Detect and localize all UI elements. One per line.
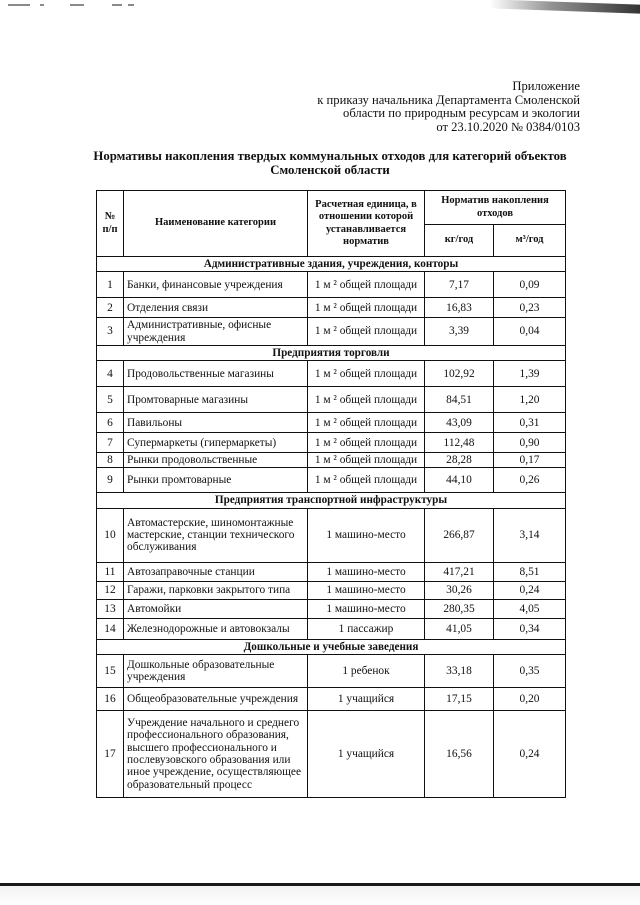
unit-cell: 1 м ² общей площади [308,387,425,413]
section-row [97,345,566,360]
table-row [97,618,566,639]
unit-cell: 1 учащийся [308,711,425,798]
appendix-line: от 23.10.2020 № 0384/0103 [436,119,580,134]
m3-value: 4,05 [494,599,566,618]
table-row [97,453,566,468]
row-number: 8 [97,453,124,468]
appendix-line: к приказу начальника Департамента Смоленской [317,92,580,107]
unit-cell: 1 пассажир [308,618,425,639]
kg-value: 112,48 [425,433,494,453]
header-num: № п/п [97,191,124,257]
category-name: Промтоварные магазины [124,387,308,413]
document-title [60,149,600,177]
kg-value: 102,92 [425,361,494,387]
category-name: Рынки продовольственные [124,453,308,468]
appendix-block [300,80,580,134]
unit-cell: 1 м ² общей площади [308,453,425,468]
row-number: 15 [97,655,124,688]
row-number: 2 [97,298,124,318]
section-row [97,639,566,654]
header-kg: кг/год [425,225,494,257]
header-norm: Норматив накопления отходов [425,191,566,225]
row-number: 11 [97,562,124,581]
row-number: 6 [97,413,124,433]
unit-cell: 1 м ² общей площади [308,298,425,318]
category-name: Банки, финансовые учреждения [124,272,308,298]
category-name: Железнодорожные и автовокзалы [124,618,308,639]
kg-value: 16,83 [425,298,494,318]
row-number: 17 [97,711,124,798]
table-row [97,413,566,433]
unit-cell: 1 м ² общей площади [308,413,425,433]
section-title: Дошкольные и учебные заведения [97,639,566,654]
kg-value: 16,56 [425,711,494,798]
table-row [97,387,566,413]
m3-value: 0,04 [494,318,566,346]
category-name: Супермаркеты (гипермаркеты) [124,433,308,453]
section-title: Административные здания, учреждения, конторы [97,257,566,272]
appendix-line: области по природным ресурсам и экологии [343,106,580,121]
unit-cell: 1 машино-место [308,562,425,581]
table-row [97,581,566,599]
table-row [97,599,566,618]
unit-cell: 1 м ² общей площади [308,433,425,453]
table-row [97,508,566,562]
table-row [97,468,566,493]
row-number: 3 [97,318,124,346]
unit-cell: 1 м ² общей площади [308,468,425,493]
row-number: 13 [97,599,124,618]
header-category: Наименование категории [124,191,308,257]
kg-value: 17,15 [425,688,494,711]
category-name: Учреждение начального и среднего профессионального образования, высшего профессионального и послевузовского образования или иное учреждение, осуществляющее образовательный процесс [124,711,308,798]
section-title: Предприятия торговли [97,345,566,360]
title-line-2: Смоленской области [270,163,390,177]
unit-cell: 1 учащийся [308,688,425,711]
m3-value: 0,31 [494,413,566,433]
kg-value: 28,28 [425,453,494,468]
m3-value: 0,34 [494,618,566,639]
category-name: Автозаправочные станции [124,562,308,581]
unit-cell: 1 м ² общей площади [308,361,425,387]
kg-value: 33,18 [425,655,494,688]
table-row [97,298,566,318]
table-row [97,361,566,387]
row-number: 7 [97,433,124,453]
m3-value: 0,24 [494,581,566,599]
category-name: Рынки промтоварные [124,468,308,493]
category-name: Общеобразовательные учреждения [124,688,308,711]
row-number: 10 [97,508,124,562]
unit-cell: 1 машино-место [308,508,425,562]
kg-value: 84,51 [425,387,494,413]
m3-value: 0,90 [494,433,566,453]
category-name: Продовольственные магазины [124,361,308,387]
kg-value: 280,35 [425,599,494,618]
kg-value: 30,26 [425,581,494,599]
table-row [97,711,566,798]
kg-value: 41,05 [425,618,494,639]
section-row [97,493,566,508]
row-number: 4 [97,361,124,387]
category-name: Отделения связи [124,298,308,318]
unit-cell: 1 машино-место [308,599,425,618]
category-name: Административные, офисные учреждения [124,318,308,346]
kg-value: 43,09 [425,413,494,433]
m3-value: 0,09 [494,272,566,298]
category-name: Дошкольные образовательные учреждения [124,655,308,688]
kg-value: 3,39 [425,318,494,346]
row-number: 14 [97,618,124,639]
m3-value: 0,23 [494,298,566,318]
m3-value: 0,17 [494,453,566,468]
row-number: 9 [97,468,124,493]
table-row [97,562,566,581]
m3-value: 1,39 [494,361,566,387]
m3-value: 8,51 [494,562,566,581]
row-number: 5 [97,387,124,413]
category-name: Гаражи, парковки закрытого типа [124,581,308,599]
unit-cell: 1 м ² общей площади [308,272,425,298]
header-unit: Расчетная единица, в отношении которой устанавливается норматив [308,191,425,257]
unit-cell: 1 м ² общей площади [308,318,425,346]
norms-table [96,190,566,798]
m3-value: 0,20 [494,688,566,711]
m3-value: 0,35 [494,655,566,688]
row-number: 16 [97,688,124,711]
section-row [97,257,566,272]
table-row [97,655,566,688]
table-row [97,272,566,298]
appendix-line: Приложение [512,79,580,93]
m3-value: 1,20 [494,387,566,413]
m3-value: 0,24 [494,711,566,798]
row-number: 12 [97,581,124,599]
table-row [97,433,566,453]
category-name: Автомастерские, шиномонтажные мастерские, станции технического обслуживания [124,508,308,562]
table-row [97,688,566,711]
scan-artifact-top [0,0,640,14]
row-number: 1 [97,272,124,298]
header-m3: м³/год [494,225,566,257]
category-name: Павильоны [124,413,308,433]
title-line-1: Нормативы накопления твердых коммунальных отходов для категорий объектов [93,149,567,163]
unit-cell: 1 машино-место [308,581,425,599]
scan-shadow-bottom [0,886,640,905]
m3-value: 0,26 [494,468,566,493]
category-name: Автомойки [124,599,308,618]
section-title: Предприятия транспортной инфраструктуры [97,493,566,508]
unit-cell: 1 ребенок [308,655,425,688]
kg-value: 266,87 [425,508,494,562]
kg-value: 44,10 [425,468,494,493]
m3-value: 3,14 [494,508,566,562]
table-row [97,318,566,346]
kg-value: 7,17 [425,272,494,298]
kg-value: 417,21 [425,562,494,581]
